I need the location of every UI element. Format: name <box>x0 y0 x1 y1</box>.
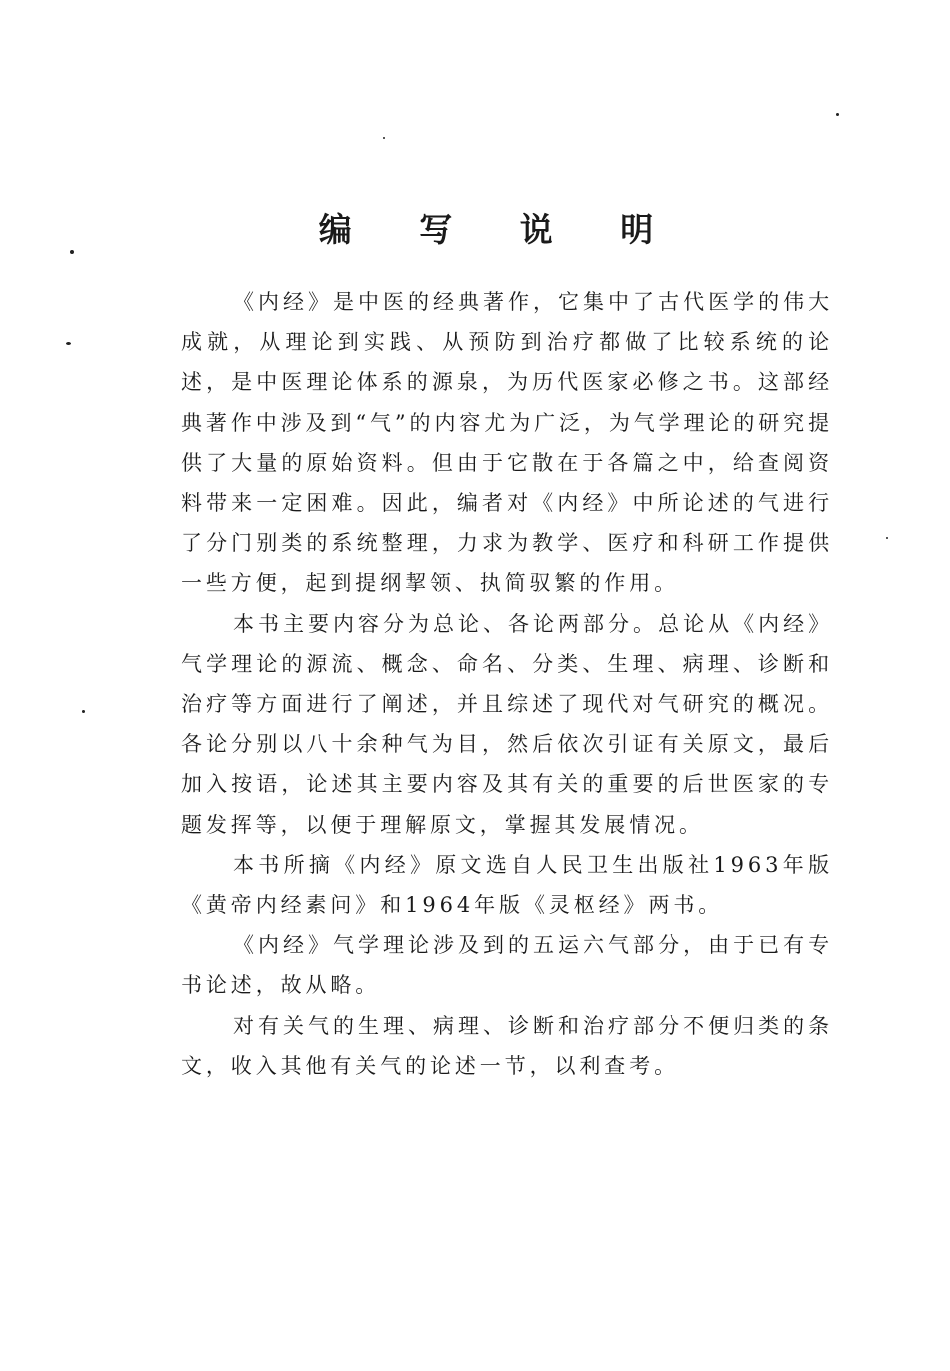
scan-speck <box>836 113 839 116</box>
scan-speck <box>82 710 85 713</box>
paragraph-intro: 《内经》是中医的经典著作，它集中了古代医学的伟大成就，从理论到实践、从预防到治疗都做了比较系统的论述，是中医理论体系的源泉，为历代医家必修之书。这部经典著作中涉及到“气”的内容尤为广泛，为气学理论的研究提供了大量的原始资料。但由于它散在于各篇之中，给查阅资料带来一定困难。因此，编者对《内经》中所论述的气进行了分门别类的系统整理，力求为教学、医疗和科研工作提供一些方便，起到提纲挈领、执简驭繁的作用。 <box>181 290 833 596</box>
scan-speck <box>383 137 385 139</box>
body-text <box>181 282 833 1086</box>
paragraph-other: 对有关气的生理、病理、诊断和治疗部分不便归类的条文，收入其他有关气的论述一节，以利查考。 <box>181 1013 833 1078</box>
paragraph-source: 本书所摘《内经》原文选自人民卫生出版社1963年版《黄帝内经素问》和1964年版《灵枢经》两书。 <box>181 852 833 918</box>
paragraph-contents: 本书主要内容分为总论、各论两部分。总论从《内经》气学理论的源流、概念、命名、分类、生理、病理、诊断和治疗等方面进行了阐述，并且综述了现代对气研究的概况。各论分别以八十余种气为目，然后依次引证有关原文，最后加入按语，论述其主要内容及其有关的重要的后世医家的专题发挥等，以便于理解原文，掌握其发展情况。 <box>181 611 833 837</box>
scan-speck <box>66 342 71 345</box>
scan-speck <box>886 537 888 539</box>
page-title: 编 写 说 明 <box>318 210 682 249</box>
paragraph-omission: 《内经》气学理论涉及到的五运六气部分，由于已有专书论述，故从略。 <box>181 933 833 998</box>
